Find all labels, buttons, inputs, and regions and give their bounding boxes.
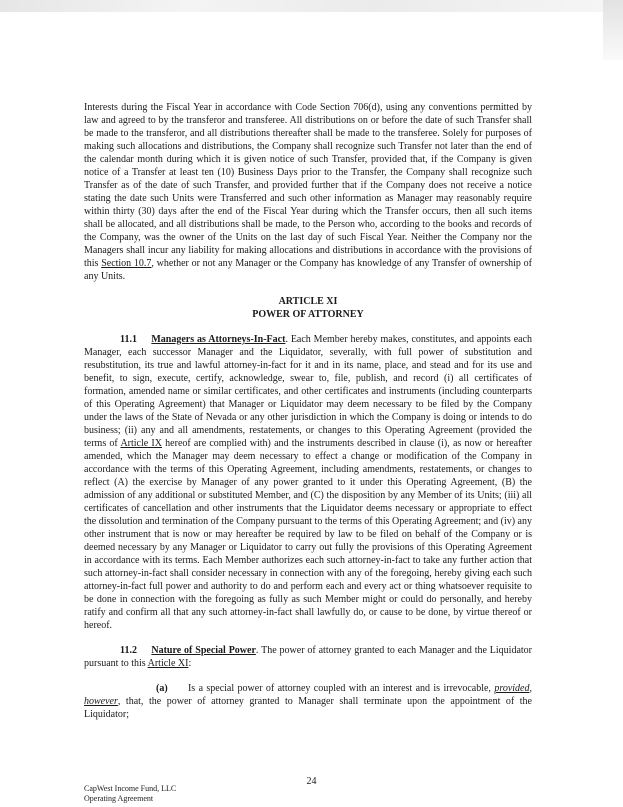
section-title: Nature of Special Power — [151, 645, 256, 656]
section-11-1: 11.1 Managers as Attorneys-In-Fact. Each Member hereby makes, constitutes, and appoints each Manager, each successor Manager and the Liquidator, severally, with full power of substitution and resubstitution, its true and lawful attorney-in-fact for it and in its name, place, and stead and for its use and benefit, to sign, execute, certify, acknowledge, swear to, file, publish, and record (i) all certificates of formation, amended name or similar certificates, and other certificates and instruments (including counterparts of this Operating Agreement) that Manager or Liquidator may deem necessary to be filed by the Company under the laws of the State of Nevada or any other jurisdiction in which the Company is doing or intends to do business; (ii) any and all amendments, restatements, or changes to this Operating Agreement (provided the terms of Article IX hereof are complied with) and the instruments described in clause (i), as now or hereafter amended, which the Manager may deem necessary to effect a change or modification of the Company in accordance with the terms of this Operating Agreement, including amendments, restatements, or changes to reflect (A) the exercise by Manager of any power granted to it under this Operating Agreement, (B) the admission of any additional or substituted Member, and (C) the disposition by any Member of its Units; (iii) all certificates of cancellation and other instruments that the Liquidator deems necessary or appropriate to effect the dissolution and termination of the Company pursuant to the terms of this Operating Agreement; and (iv) any other instrument that is now or may hereafter be required by law to be filed on behalf of the Company or is deemed necessary by any Manager or Liquidator to carry out fully the provisions of this Operating Agreement in accordance with its terms. Each Member authorizes each such attorney-in-fact to take any further action that such attorney-in-fact shall consider necessary in connection with any of the foregoing, hereby giving each such attorney-in-fact full power and authority to do and perform each and every act or thing whatsoever requisite to be done in connection with the foregoing as fully as such Member might or could do personally, and hereby ratify and confirm all that any such attorney-in-fact shall lawfully do, or cause to be done, by virtue thereof or hereof. — [84, 334, 533, 631]
section-number: 11.2 — [120, 645, 137, 656]
article-ix-reference: Article IX — [120, 438, 162, 449]
scan-edge-top — [0, 0, 623, 12]
footer-company: CapWest Income Fund, LLC — [84, 784, 177, 793]
article-number: ARTICLE XI — [278, 296, 338, 307]
section-number: 11.1 — [120, 334, 137, 345]
document-page — [84, 101, 532, 721]
section-title: Managers as Attorneys-In-Fact — [151, 334, 286, 345]
scan-edge-right — [603, 0, 623, 60]
footer-document: Operating Agreement — [84, 794, 154, 803]
article-title: POWER OF ATTORNEY — [252, 309, 364, 320]
page-number: 24 — [306, 776, 317, 787]
intro-paragraph: Interests during the Fiscal Year in accordance with Code Section 706(d), using any conventions permitted by law and agreed to by the transferor and transferee. All distributions on or before the date of such Transfer shall be made to the transferor, and all distributions thereafter shall be made to the transferee. Solely for purposes of making such allocations and distributions, the Company shall recognize such Transfer not later than the end of the calendar month during which it is given notice of such Transfer, provided that, if the Company is given notice of a Transfer at least ten (10) Business Days prior to the Transfer, the Company shall recognize such Transfer as of the date of such Transfer, and provided further that if the Company does not receive a notice stating the date such Units were Transferred and such other information as Manager may reasonably require within thirty (30) days after the end of the Fiscal Year during which the Transfer occurs, then all such items shall be allocated, and all distributions shall be made, to the Person who, according to the books and records of the Company, was the owner of the Units on the last day of such Fiscal Year. Neither the Company nor the Managers shall incur any liability for making allocations and distributions in accordance with the provisions of this Section 10.7, whether or not any Manager or the Company has knowledge of any Transfer of ownership of any Units. — [84, 102, 532, 282]
article-xi-reference: Article XI — [147, 658, 189, 669]
section-11-2: 11.2 Nature of Special Power. The power of attorney granted to each Manager and the Liquidator pursuant to this Article XI: — [84, 645, 533, 669]
section-10-7-reference: Section 10.7 — [101, 258, 152, 269]
document-footer — [84, 784, 176, 804]
clause-a: (a) Is a special power of attorney coupled with an interest and is irrevocable, provided, however, that, the power of attorney granted to Manager shall terminate upon the appointment of the Liquidator; — [84, 683, 532, 720]
article-heading — [84, 295, 532, 321]
clause-label: (a) — [156, 683, 168, 694]
